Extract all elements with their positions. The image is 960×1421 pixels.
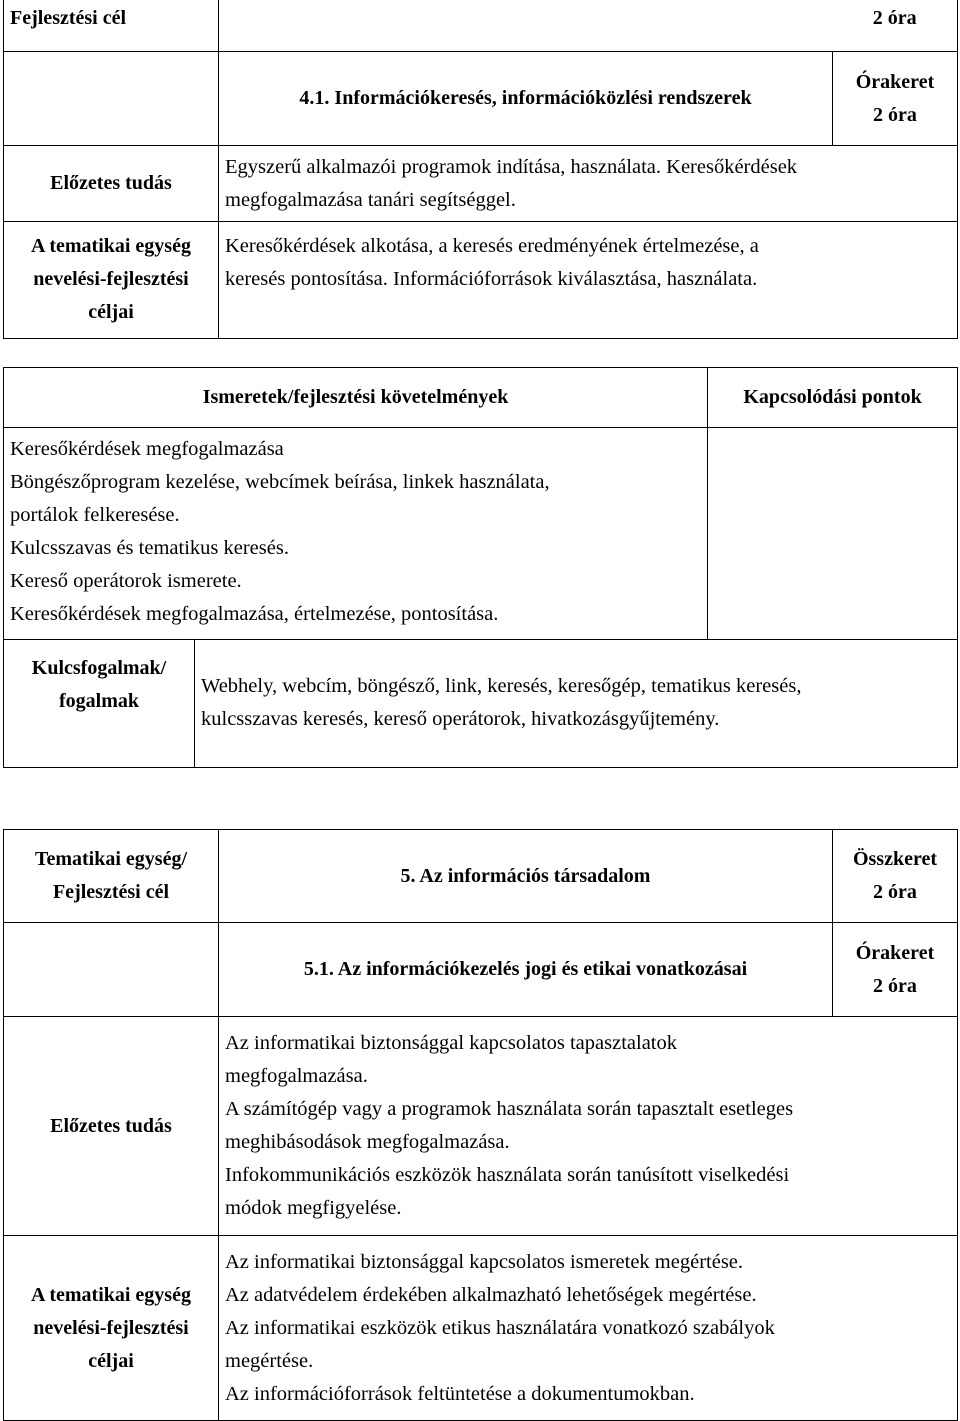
ismeretek-list <box>4 428 708 640</box>
label-line: Fejlesztési cél <box>52 881 170 903</box>
subtopic-title: 4.1. Információkeresés, információközlési rendszerek <box>219 52 833 146</box>
elozetes-tudas-text <box>219 1017 958 1236</box>
kapcsolodasi-cell <box>708 428 958 640</box>
label-line: fogalmak <box>59 690 139 712</box>
curriculum-table-2 <box>3 367 958 768</box>
orakeret-value: 2 óra <box>873 974 917 997</box>
orakeret-cell <box>833 923 958 1017</box>
list-item: Keresőkérdések megfogalmazása <box>10 438 284 460</box>
total-hours: 2 óra <box>833 0 958 52</box>
text-line: kulcsszavas keresés, kereső operátorok, hivatkozásgyűjtemény. <box>201 708 720 730</box>
orakeret-cell <box>833 52 958 146</box>
label-line: céljai <box>88 301 134 323</box>
label-line: nevelési-fejlesztési <box>33 268 189 290</box>
empty-cell <box>4 923 219 1017</box>
elozetes-tudas-label: Előzetes tudás <box>4 146 219 222</box>
list-item: Böngészőprogram kezelése, webcímek beírása, linkek használata, <box>10 471 550 493</box>
text-line: Keresőkérdések alkotása, a keresés eredményének értelmezése, a <box>225 235 759 257</box>
text-line: megfogalmazása tanári segítséggel. <box>225 188 516 211</box>
osszkeret-cell <box>833 830 958 923</box>
fejlesztesi-cel-label: Fejlesztési cél <box>4 0 219 52</box>
curriculum-table-1 <box>3 0 958 339</box>
empty-cell <box>219 0 833 52</box>
kapcsolodasi-header: Kapcsolódási pontok <box>708 368 958 428</box>
subtopic-title: 5.1. Az információkezelés jogi és etikai vonatkozásai <box>219 923 833 1017</box>
orakeret-label: Órakeret <box>855 941 935 964</box>
text-line: Az információforrások feltüntetése a dokumentumokban. <box>225 1382 695 1405</box>
text-line: Webhely, webcím, böngésző, link, keresés, keresőgép, tematikus keresés, <box>201 675 802 697</box>
osszkeret-value: 2 óra <box>873 881 917 903</box>
kulcsfogalmak-text <box>195 640 958 768</box>
label-line: céljai <box>88 1349 134 1372</box>
text-line: A számítógép vagy a programok használata során tapasztalt esetleges <box>225 1098 794 1120</box>
list-item: Keresőkérdések megfogalmazása, értelmezése, pontosítása. <box>10 603 499 625</box>
orakeret-label: Órakeret <box>855 70 935 93</box>
list-item: Kulcsszavas és tematikus keresés. <box>10 537 289 559</box>
list-item: Kereső operátorok ismerete. <box>10 570 242 592</box>
empty-cell <box>4 52 219 146</box>
label-line: nevelési-fejlesztési <box>33 1316 189 1339</box>
text-line: Infokommunikációs eszközök használata során tanúsított viselkedési <box>225 1164 790 1186</box>
elozetes-tudas-text <box>219 146 958 222</box>
text-line: meghibásodások megfogalmazása. <box>225 1131 510 1153</box>
text-line: Az informatikai biztonsággal kapcsolatos ismeretek megértése. <box>225 1250 744 1273</box>
celjai-text <box>219 222 958 339</box>
elozetes-tudas-label: Előzetes tudás <box>4 1017 219 1236</box>
label-line: Tematikai egység/ <box>34 848 188 870</box>
text-line: Az adatvédelem érdekében alkalmazható lehetőségek megértése. <box>225 1283 757 1306</box>
list-item: portálok felkeresése. <box>10 504 180 526</box>
text-line: megértése. <box>225 1349 314 1372</box>
text-line: megfogalmazása. <box>225 1065 368 1087</box>
text-line: Egyszerű alkalmazói programok indítása, használata. Keresőkérdések <box>225 155 798 178</box>
tematikai-egyseg-label <box>4 830 219 923</box>
curriculum-table-3 <box>3 829 958 1421</box>
label-line: A tematikai egység <box>31 1283 191 1306</box>
label-line: A tematikai egység <box>31 235 191 257</box>
kulcsfogalmak-label <box>4 640 195 768</box>
orakeret-value: 2 óra <box>873 103 917 126</box>
ismeretek-header: Ismeretek/fejlesztési követelmények <box>4 368 708 428</box>
celjai-label <box>4 222 219 339</box>
text-line: keresés pontosítása. Információforrások kiválasztása, használata. <box>225 268 758 290</box>
celjai-label <box>4 1236 219 1421</box>
celjai-text <box>219 1236 958 1421</box>
label-line: Kulcsfogalmak/ <box>31 657 167 679</box>
text-line: Az informatikai biztonsággal kapcsolatos tapasztalatok <box>225 1032 677 1054</box>
text-line: Az informatikai eszközök etikus használatára vonatkozó szabályok <box>225 1316 775 1339</box>
topic-title: 5. Az információs társadalom <box>219 830 833 923</box>
osszkeret-label: Összkeret <box>852 848 938 870</box>
text-line: módok megfigyelése. <box>225 1197 402 1219</box>
